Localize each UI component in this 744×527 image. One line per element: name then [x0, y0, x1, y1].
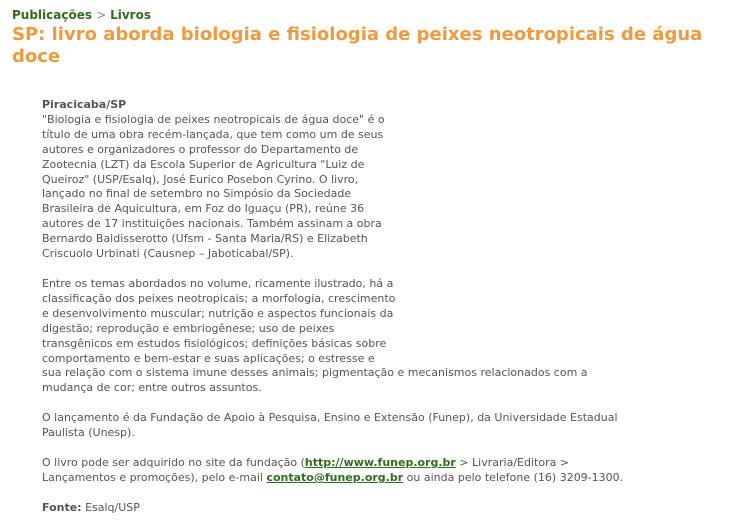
paragraph-line: sua relação com o sistema imune desses animais; pigmentação e mecanismos relacionados com a — [42, 366, 588, 380]
paragraph-line: Queiroz" (USP/Esalq), José Eurico Posebon Cyrino. O livro, — [42, 172, 359, 186]
text-segment: O livro pode ser adquirido no site da fundação ( — [42, 456, 305, 470]
paragraph-line — [42, 456, 722, 471]
paragraph-line: e desenvolvimento muscular; nutrição e aspectos funcionais da — [42, 306, 394, 320]
paragraph-line: Brasileira de Aquicultura, em Foz do Iguaçu (PR), reúne 36 — [42, 202, 365, 216]
article-source — [42, 501, 722, 516]
breadcrumb-separator: > — [96, 8, 107, 22]
article-paragraph-2 — [42, 277, 722, 396]
paragraph-line: título de uma obra recém-lançada, que tem como um de seus — [42, 127, 384, 141]
paragraph-line: autores e organizadores o professor do Departamento de — [42, 142, 359, 156]
paragraph-line: digestão; reprodução e embriogênese; uso de peixes — [42, 321, 335, 335]
paragraph-line: lançado no final de setembro no Simpósio da Sociedade — [42, 187, 352, 201]
article-paragraph-1 — [42, 113, 722, 262]
funep-email-link[interactable]: contato@funep.org.br — [266, 470, 404, 484]
breadcrumb-link-livros[interactable]: Livros — [110, 8, 151, 22]
source-label: Fonte: — [42, 500, 82, 514]
paragraph-line: Zootecnia (LZT) da Escola Superior de Agricultura "Luiz de — [42, 157, 365, 171]
paragraph-line: mudança de cor; entre outros assuntos. — [42, 381, 262, 395]
paragraph-line: Paulista (Unesp). — [42, 426, 135, 440]
article-paragraph-3 — [42, 411, 722, 441]
paragraph-line: "Biologia e fisiologia de peixes neotropicais de água doce" é o — [42, 112, 385, 126]
article-body — [42, 98, 722, 516]
breadcrumb — [12, 7, 151, 23]
breadcrumb-link-publicacoes[interactable]: Publicações — [12, 8, 93, 22]
page-title: SP: livro aborda biologia e fisiologia de peixes neotropicais de água doce — [12, 24, 703, 67]
paragraph-line: O lançamento é da Fundação de Apoio à Pesquisa, Ensino e Extensão (Funep), da Universidade Estadual — [42, 411, 618, 425]
funep-website-link[interactable]: http://www.funep.org.br — [304, 456, 456, 470]
paragraph-line: transgênicos em estudos fisiológicos; definições básicas sobre — [42, 336, 387, 350]
source-value: Esalq/USP — [81, 500, 140, 514]
article-dateline: Piracicaba/SP — [42, 98, 127, 111]
paragraph-line: classificação dos peixes neotropicais; a morfologia, crescimento — [42, 291, 396, 305]
paragraph-line — [42, 471, 722, 486]
text-segment: ou ainda pelo telefone (16) 3209-1300. — [403, 470, 624, 484]
text-segment: > Livraria/Editora > — [455, 456, 570, 470]
paragraph-line: autores de 17 instituições nacionais. Também assinam a obra — [42, 217, 382, 231]
text-segment: Lançamentos e promoções), pelo e-mail — [42, 470, 267, 484]
article-paragraph-4 — [42, 456, 722, 486]
paragraph-line: Bernardo Baldisserotto (Ufsm - Santa Maria/RS) e Elizabeth — [42, 232, 368, 246]
paragraph-line: comportamento e bem-estar e suas aplicações; o estresse e — [42, 351, 375, 365]
paragraph-line: Entre os temas abordados no volume, ricamente ilustrado, há a — [42, 276, 394, 290]
paragraph-line: Criscuolo Urbinati (Causnep – Jaboticabal/SP). — [42, 247, 294, 261]
